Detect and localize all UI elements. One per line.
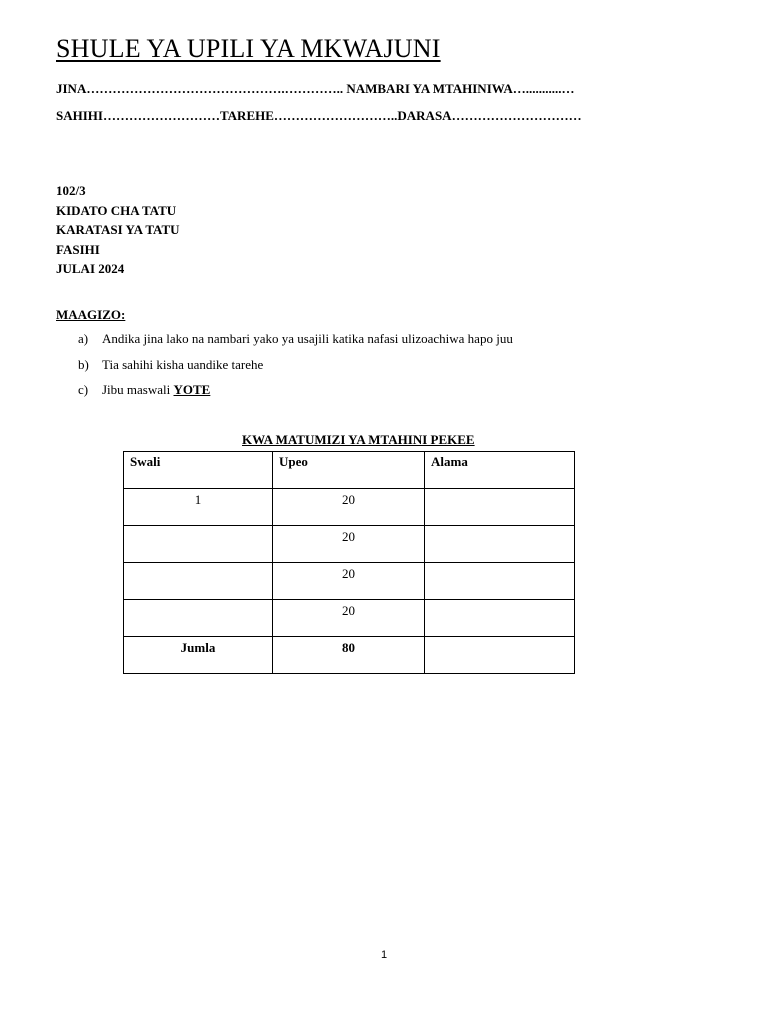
exam-date: JULAI 2024 xyxy=(56,261,125,276)
total-max-score-cell: 80 xyxy=(273,637,425,674)
table-row xyxy=(124,563,575,600)
score-table xyxy=(123,451,575,674)
name-and-candidate-number-line: JINA……………………………………….………….. NAMBARI YA MTAHINIWA…...........… xyxy=(56,81,575,96)
instructions-list xyxy=(78,331,513,408)
exam-subject: FASIHI xyxy=(56,241,100,257)
instruction-text: Andika jina lako na nambari yako ya usajili katika nafasi ulizoachiwa hapo juu xyxy=(102,331,513,346)
instruction-emphasis: YOTE xyxy=(173,382,211,397)
page-number: 1 xyxy=(380,949,388,961)
max-score-cell: 20 xyxy=(273,489,425,526)
table-row xyxy=(124,526,575,563)
question-cell xyxy=(124,563,273,600)
table-total-row xyxy=(124,637,575,674)
instruction-text: Jibu maswali xyxy=(102,382,174,397)
signature-date-class-line: SAHIHI………………………TAREHE………………………..DARASA………………………… xyxy=(56,108,582,123)
max-score-cell: 20 xyxy=(273,563,425,600)
max-score-cell: 20 xyxy=(273,526,425,563)
score-cell[interactable] xyxy=(425,489,575,526)
score-cell[interactable] xyxy=(425,600,575,637)
question-cell: 1 xyxy=(124,489,273,526)
exam-code: 102/3 xyxy=(56,183,86,198)
instruction-marker: c) xyxy=(78,382,89,397)
instruction-item xyxy=(78,331,513,357)
table-row xyxy=(124,600,575,637)
exam-paper: KARATASI YA TATU xyxy=(56,222,180,237)
column-header-upeo: Upeo xyxy=(273,452,425,489)
score-cell[interactable] xyxy=(425,526,575,563)
instruction-text: Tia sahihi kisha uandike tarehe xyxy=(102,356,264,372)
score-cell[interactable] xyxy=(425,563,575,600)
question-cell xyxy=(124,600,273,637)
exam-form: KIDATO CHA TATU xyxy=(56,202,177,218)
instruction-item xyxy=(78,382,513,408)
total-label-cell: Jumla xyxy=(124,637,273,674)
instruction-marker: a) xyxy=(78,331,89,346)
school-title: SHULE YA UPILI YA MKWAJUNI xyxy=(56,34,441,63)
max-score-cell: 20 xyxy=(273,600,425,637)
instruction-item xyxy=(78,357,513,383)
instructions-heading: MAAGIZO: xyxy=(56,307,126,322)
table-row xyxy=(124,489,575,526)
score-table-heading: KWA MATUMIZI YA MTAHINI PEKEE xyxy=(242,432,475,447)
total-score-cell[interactable] xyxy=(425,637,575,674)
exam-info xyxy=(56,181,180,279)
question-cell xyxy=(124,526,273,563)
column-header-swali: Swali xyxy=(124,452,273,489)
table-header-row xyxy=(124,452,575,489)
instruction-marker: b) xyxy=(78,356,89,372)
column-header-alama: Alama xyxy=(425,452,575,489)
